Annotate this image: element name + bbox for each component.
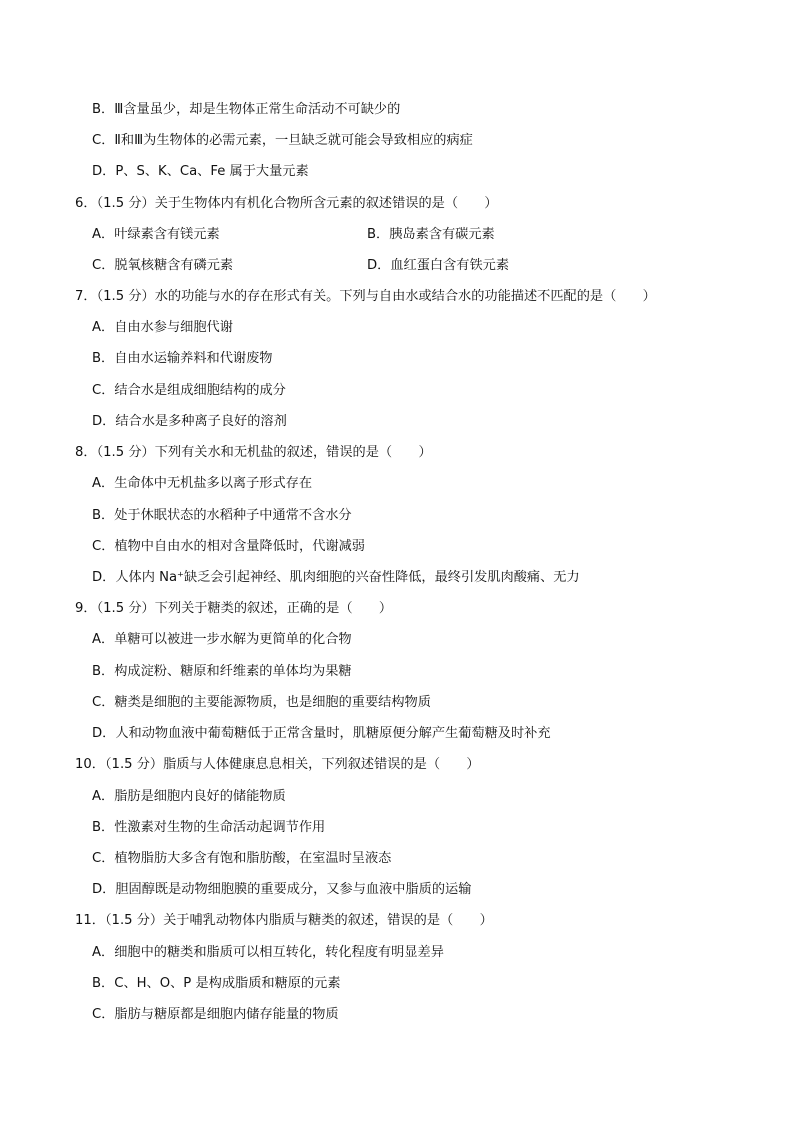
q5-option-b: B．Ⅲ含量虽少，却是生物体正常生命活动不可缺少的	[92, 102, 401, 117]
q6-option-b: B．胰岛素含有碳元素	[367, 227, 495, 242]
q6-option-c: C．脱氧核糖含有磷元素	[92, 258, 234, 273]
q8-option-b: B．处于休眠状态的水稻种子中通常不含水分	[92, 508, 352, 523]
q11-option-b: B．C、H、O、P 是构成脂质和糖原的元素	[92, 976, 341, 991]
question-8: 8．（1.5 分）下列有关水和无机盐的叙述，错误的是（ ）	[75, 445, 432, 460]
q5-option-c: C．Ⅱ和Ⅲ为生物体的必需元素，一旦缺乏就可能会导致相应的病症	[92, 133, 473, 148]
q7-option-c: C．结合水是组成细胞结构的成分	[92, 383, 286, 398]
question-11: 11．（1.5 分）关于哺乳动物体内脂质与糖类的叙述，错误的是（ ）	[75, 913, 493, 928]
question-6: 6．（1.5 分）关于生物体内有机化合物所含元素的叙述错误的是（ ）	[75, 196, 498, 211]
q10-option-a: A．脂肪是细胞内良好的储能物质	[92, 789, 286, 804]
q7-option-d: D．结合水是多种离子良好的溶剂	[92, 414, 287, 429]
q6-option-a: A．叶绿素含有镁元素	[92, 227, 220, 242]
q8-option-c: C．植物中自由水的相对含量降低时，代谢减弱	[92, 539, 365, 554]
q9-option-d: D．人和动物血液中葡萄糖低于正常含量时，肌糖原便分解产生葡萄糖及时补充	[92, 726, 551, 741]
question-10: 10．（1.5 分）脂质与人体健康息息相关，下列叙述错误的是（ ）	[75, 757, 480, 772]
question-7: 7．（1.5 分）水的功能与水的存在形式有关。下列与自由水或结合水的功能描述不匹配的是（ ）	[75, 289, 656, 304]
q10-option-c: C．植物脂肪大多含有饱和脂肪酸，在室温时呈液态	[92, 851, 392, 866]
q7-option-b: B．自由水运输养料和代谢废物	[92, 351, 273, 366]
q7-option-a: A．自由水参与细胞代谢	[92, 320, 233, 335]
q5-option-d: D．P、S、K、Ca、Fe 属于大量元素	[92, 164, 309, 179]
q8-option-d: D．人体内 Na⁺缺乏会引起神经、肌肉细胞的兴奋性降低，最终引发肌肉酸痛、无力	[92, 570, 580, 585]
q9-option-a: A．单糖可以被进一步水解为更简单的化合物	[92, 632, 352, 647]
q6-option-d: D．血红蛋白含有铁元素	[367, 258, 510, 273]
q9-option-b: B．构成淀粉、糖原和纤维素的单体均为果糖	[92, 664, 352, 679]
q10-option-b: B．性激素对生物的生命活动起调节作用	[92, 820, 326, 835]
q11-option-a: A．细胞中的糖类和脂质可以相互转化，转化程度有明显差异	[92, 945, 444, 960]
q10-option-d: D．胆固醇既是动物细胞膜的重要成分，又参与血液中脂质的运输	[92, 882, 472, 897]
q9-option-c: C．糖类是细胞的主要能源物质，也是细胞的重要结构物质	[92, 695, 431, 710]
q11-option-c: C．脂肪与糖原都是细胞内储存能量的物质	[92, 1007, 339, 1022]
q8-option-a: A．生命体中无机盐多以离子形式存在	[92, 476, 313, 491]
question-9: 9．（1.5 分）下列关于糖类的叙述，正确的是（ ）	[75, 601, 393, 616]
